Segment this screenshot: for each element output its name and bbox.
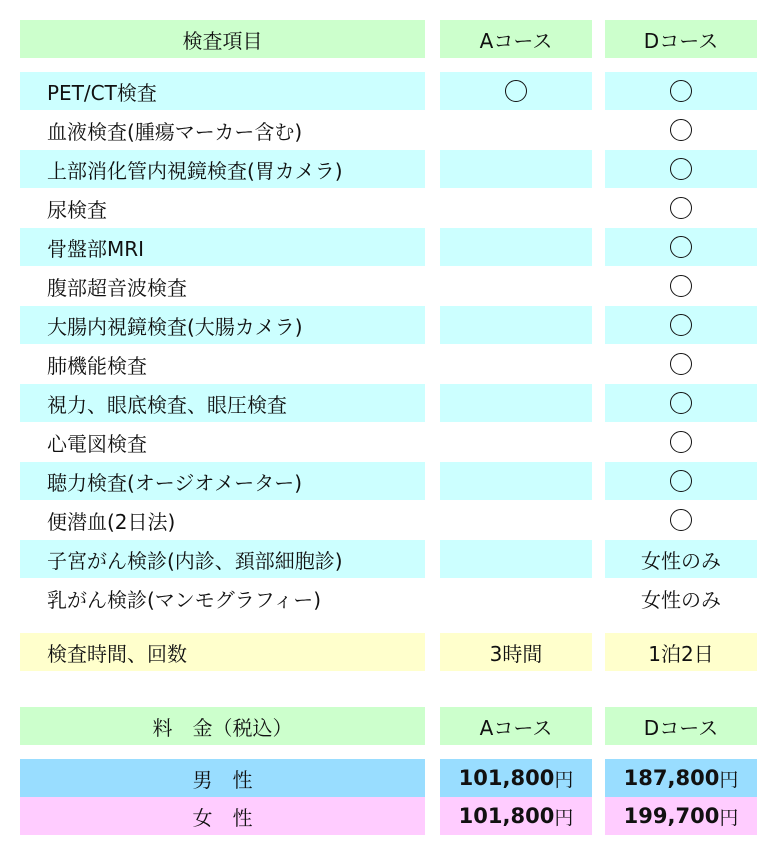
test-item-course-d [605,72,757,110]
test-item-name: 尿検査 [47,197,107,222]
test-item-name: 大腸内視鏡検査(大腸カメラ) [20,306,425,344]
test-item-course-d [605,501,757,539]
included-circle-icon [670,80,692,102]
test-item-name: 乳がん検診(マンモグラフィー) [47,587,322,612]
female-price-d-value: 199,700 [623,804,720,828]
test-item-course-d [605,189,757,227]
male-price-course-a [440,759,592,797]
included-circle-icon [670,431,692,453]
price-header-course-d: Dコース [605,707,757,745]
test-item-course-d [605,306,757,344]
included-circle-icon [670,392,692,414]
price-header-course-a: Aコース [440,707,592,745]
included-circle-icon [670,236,692,258]
test-item-course-a [440,501,592,539]
test-item-course-d: 女性のみ [641,587,721,612]
price-header-label: 料 金（税込） [20,707,425,745]
test-item-course-a [440,189,592,227]
test-item-course-d: 女性のみ [605,540,757,578]
included-circle-icon [670,158,692,180]
test-item-name: 視力、眼底検査、眼圧検査 [20,384,425,422]
included-circle-icon [670,353,692,375]
test-item-course-a [440,384,592,422]
test-item-course-a [440,540,592,578]
test-item-name: 聴力検査(オージオメーター) [20,462,425,500]
time-row-label: 検査時間、回数 [20,633,425,671]
test-item-course-a [440,462,592,500]
female-label: 女 性 [20,797,425,835]
included-circle-icon [670,119,692,141]
included-circle-icon [670,197,692,219]
header-course-a: Aコース [440,20,592,58]
included-circle-icon [505,80,527,102]
test-item-course-d [605,462,757,500]
test-item-name: 骨盤部MRI [20,228,425,266]
header-course-d: Dコース [605,20,757,58]
test-item-name: 血液検査(腫瘍マーカー含む) [47,119,303,144]
test-item-course-d [605,150,757,188]
yen-unit: 円 [719,768,739,791]
test-item-name: 上部消化管内視鏡検査(胃カメラ) [20,150,425,188]
test-item-course-a [440,228,592,266]
test-item-name: PET/CT検査 [20,72,425,110]
included-circle-icon [670,509,692,531]
yen-unit: 円 [719,806,739,829]
test-item-course-d [605,267,757,305]
test-item-course-a [440,267,592,305]
test-item-course-a [440,345,592,383]
test-item-course-d [605,111,757,149]
header-item: 検査項目 [20,20,425,58]
female-price-course-d [605,797,757,835]
time-row-course-d: 1泊2日 [605,633,757,671]
time-row-course-a: 3時間 [440,633,592,671]
male-price-a-value: 101,800 [458,766,555,790]
test-item-name: 肺機能検査 [47,353,147,378]
test-item-name: 心電図検査 [47,431,147,456]
test-item-name: 腹部超音波検査 [47,275,187,300]
yen-unit: 円 [554,806,574,829]
female-price-course-a [440,797,592,835]
yen-unit: 円 [554,768,574,791]
test-item-course-a [440,423,592,461]
test-item-course-a [440,72,592,110]
male-label: 男 性 [20,759,425,797]
test-item-course-d [605,423,757,461]
included-circle-icon [670,470,692,492]
included-circle-icon [670,314,692,336]
female-price-a-value: 101,800 [458,804,555,828]
test-item-course-a [440,306,592,344]
test-item-course-d [605,384,757,422]
male-price-d-value: 187,800 [623,766,720,790]
test-item-name: 子宮がん検診(内診、頚部細胞診) [20,540,425,578]
test-item-course-a [440,111,592,149]
test-item-course-d [605,228,757,266]
male-price-course-d [605,759,757,797]
test-item-name: 便潜血(2日法) [47,509,176,534]
test-item-course-d [605,345,757,383]
test-item-course-a [440,579,592,617]
included-circle-icon [670,275,692,297]
test-item-course-a [440,150,592,188]
